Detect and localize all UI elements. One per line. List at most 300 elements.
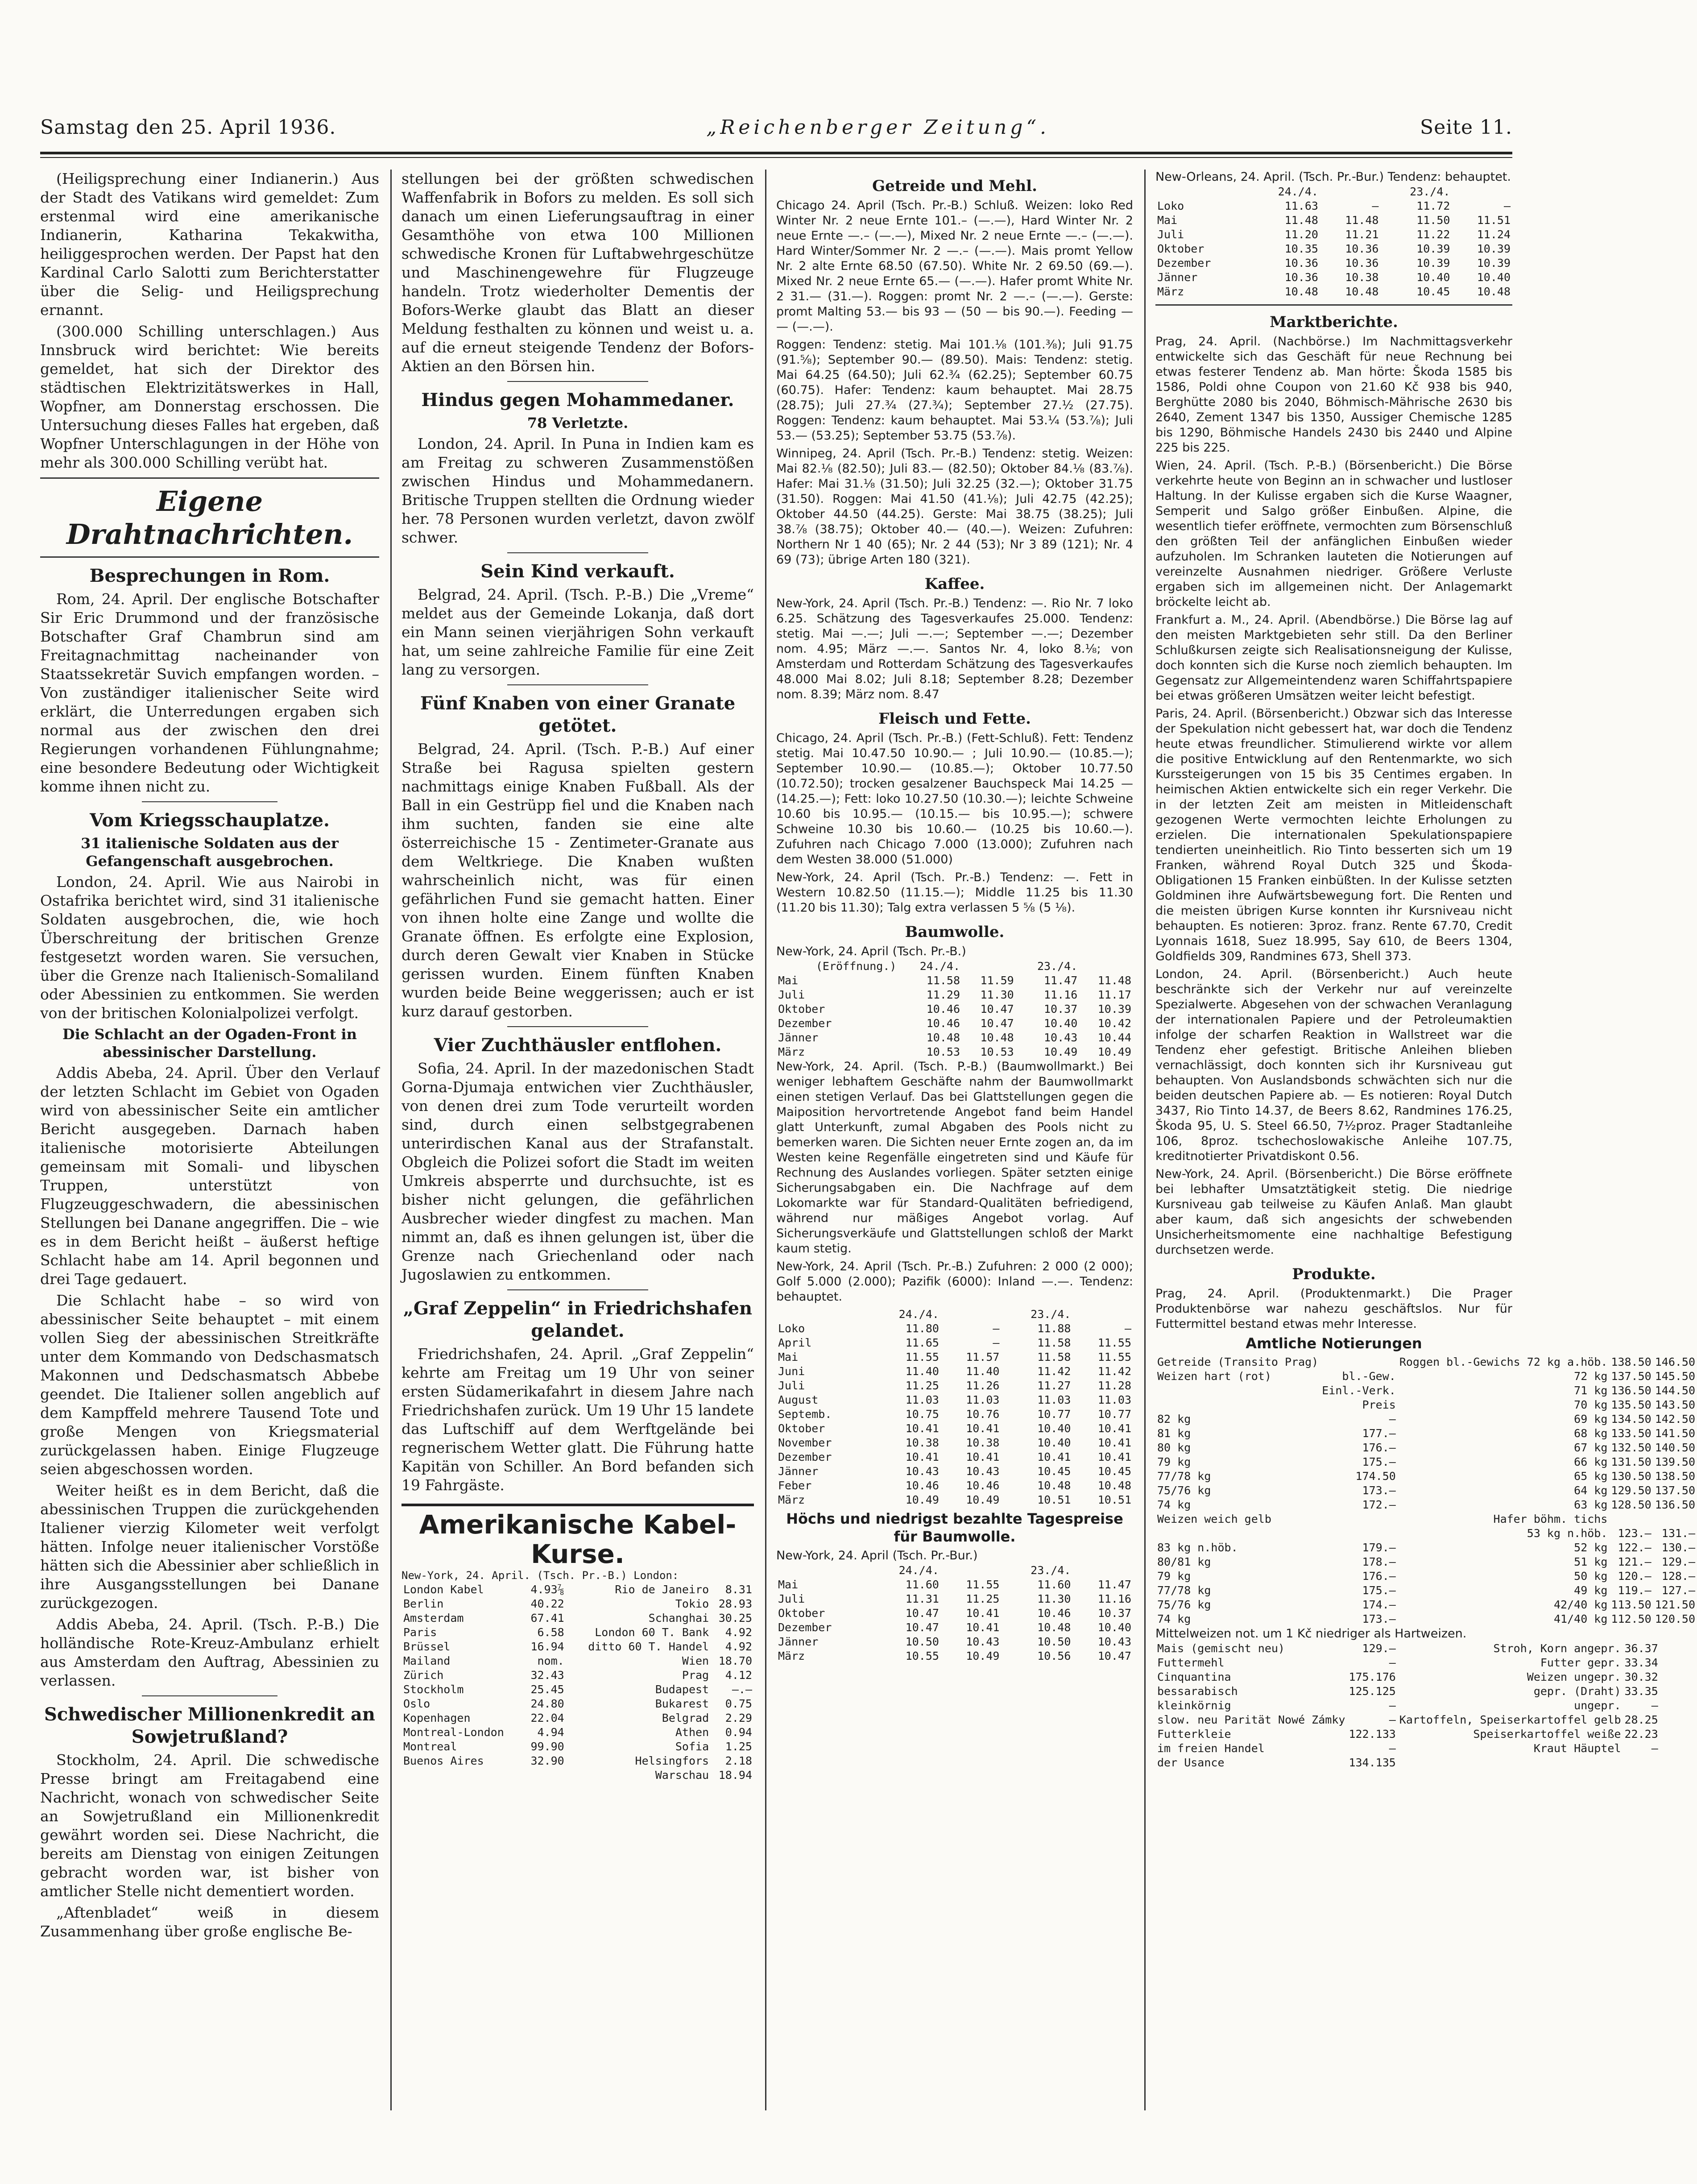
table-row [401,1640,754,1654]
headline: Getreide und Mehl. [872,177,1037,195]
table-cell: 25.45 [530,1683,564,1696]
table-row [1155,285,1512,299]
table-row [401,1683,754,1697]
table-cell: Athen [675,1726,709,1739]
article-text: London, 24. April. In Puna in Indien kam es am Freitag zu schweren Zusammenstößen zwischen Hindus und Mohammedanern. Britische Truppen stellten die Ordnung wieder her. 78 Personen wurden verletzt, davon zwölf schwer. [401,435,754,546]
cotton-table [776,959,1133,1059]
table-cell: 10.41 [1097,1450,1131,1463]
table-cell: 10.48 [1097,1479,1131,1492]
article-text: Rom, 24. April. Der englische Botschafter Sir Eric Drummond und der französische Botschafter Graf Chambrun sind am Freitagnachmittag nacheinander von Staatssekretär Suvich empfangen worden. – Von zuständiger italienischer Seite wird erklärt, die Unterredungen ergaben sich normal aus der zwischen den drei Regierungen vorhandenen Fühlungnahme; eine besondere Bedeutung oder Wichtigkeit komme ihnen nicht zu. [40,590,379,795]
table-cell: Juli [778,1379,805,1392]
table-cell: ungepr. [1574,1699,1621,1712]
table-cell: Oslo [403,1697,430,1710]
table-cell: 11.57 [966,1351,1000,1363]
table-cell: 11.88 [1037,1322,1071,1335]
table-cell: 11.40 [905,1365,939,1378]
table-cell: 10.36 [1284,257,1318,269]
table-cell: — [1503,199,1511,212]
table-cell: 132.50 [1611,1441,1651,1454]
table-header-cell [776,1563,869,1578]
table-cell: 143.50 [1655,1398,1696,1411]
table-header-cell [1155,185,1249,199]
table-header-cell [1072,1563,1133,1578]
table-cell: London Kabel [403,1583,484,1596]
table-cell [1155,1384,1320,1398]
table-cell: 10.48 [1037,1621,1071,1634]
table-header-cell: 24./4. [898,1564,939,1577]
article-text: Sofia, 24. April. In der mazedonischen Stadt Gorna-Djumaja entwichen vier Zuchthäusler, von denen drei zum Tode verurteilt worden sind, durch einen selbstgegrabenen unterirdischen Kanal aus der Strafanstalt. Obgleich die Polizei sofort die Stadt im weiten Umkreis absperrte und durchsuchte, ist es bisher nicht gelungen, die gefährlichen Ausbrecher wieder dingfest zu machen. Man nimmt an, daß es ihnen gelungen ist, über die Grenze nach Griechenland oder nach Jugoslawien zu entkommen. [401,1060,754,1283]
table-row [1155,1727,1660,1741]
article-text: Addis Abeba, 24. April. (Tsch. P.-B.) Die holländische Rote-Kreuz-Ambulanz erhielt aus Amsterdam den Auftrag, Abessinien zu verlassen. [40,1616,379,1689]
table-cell: 146.50 [1655,1355,1696,1368]
table-cell: 63 kg [1574,1498,1608,1511]
table-row [776,988,1133,1002]
table-cell: Weizen ungepr. [1527,1670,1621,1683]
market-text: Prag, 24. April. (Nachbörse.) Im Nachmittagsverkehr entwickelte sich das Geschäft für neue Rechnung bei etwas festerer Tendenz ab. Man hörte: Škoda 1585 bis 1586, Poldi ohne Coupon von 21.60 Kč 938 bis 940, Berghütte 2080 bis 2040, Böhmisch-Mährische 2630 bis 2640, Zement 1347 bis 1350, Aussiger Chemische 1285 bis 1290, Böhmische Handels 2430 bis 2440 und Alpine 225 bis 225. [1155,335,1512,455]
table-cell: 10.45 [1416,285,1450,298]
table-row [1155,1756,1660,1770]
table-cell: 175.176 [1349,1670,1396,1683]
table-cell: 52 kg [1574,1541,1608,1554]
table-cell: 28.25 [1624,1713,1658,1726]
table-cell: 32.90 [530,1754,564,1767]
table-cell: 75/76 kg [1157,1598,1211,1611]
table-cell: 139.50 [1655,1455,1696,1468]
table-cell: Dezember [778,1450,832,1463]
table-header-cell [1452,185,1512,199]
table-cell: 11.59 [980,974,1014,987]
table-cell [1320,1512,1398,1526]
table-cell: Sofia [675,1740,709,1753]
table-row [1155,1598,1697,1612]
table-cell: 42/40 kg [1553,1598,1608,1611]
grain-prices-table [1155,1355,1697,1626]
table-cell: 79 kg [1157,1455,1191,1468]
table-cell: 64 kg [1574,1484,1608,1497]
table-row [401,1611,754,1625]
table-cell: 10.43 [905,1465,939,1478]
table-cell: 11.27 [1037,1379,1071,1392]
table-cell: 10.46 [905,1479,939,1492]
table-cell: 10.40 [1097,1621,1131,1634]
table-cell: Juni [778,1365,805,1378]
produce-prices-table [1155,1641,1660,1770]
headline: Vier Zuchthäusler entflohen. [434,1035,722,1056]
table-row [776,1407,1133,1421]
table-cell: 49 kg [1574,1584,1608,1597]
table-cell [1623,1756,1660,1770]
exchange-rates-box [401,1504,754,1782]
column-3 [776,170,1133,2110]
table-cell: 136.50 [1611,1384,1651,1397]
table-cell: 69 kg [1574,1413,1608,1426]
table-cell: 11.30 [1037,1592,1071,1605]
table-cell: Futtermehl [1157,1656,1225,1669]
table-cell: 11.29 [926,988,960,1001]
table-cell: 10.38 [905,1436,939,1449]
table-cell: 129.— [1661,1555,1696,1568]
table-cell: Mailand [403,1654,451,1667]
table-cell: 134.50 [1611,1413,1651,1426]
table-cell: 83 kg n.höb. [1157,1541,1238,1554]
table-header-cell: 23./4. [1031,1564,1071,1577]
table-cell: Cinquantina [1157,1670,1231,1683]
header-rule [40,152,1512,154]
market-text: New-York, 24. April. (Börsenbericht.) Die Börse eröffnete bei lebhafter Umsatztätigkeit stetig. Die niedrige Kursniveau gab teilweise zu Käufen Anlaß. Man glaubt aber kaum, daß sich angesichts der schwebenden Unsicherheitsmomente eine nachhaltige Befestigung durchsetzen werde. [1155,1167,1512,1257]
table-caption: New-York, 24. April (Tsch. Pr.-Bur.) [776,1549,978,1562]
table-cell: Berlin [403,1597,444,1610]
table-row [1155,1583,1697,1598]
table-cell: 178.— [1362,1555,1396,1568]
table-cell: Septemb. [778,1408,832,1421]
table-cell: Kopenhagen [403,1712,471,1724]
table-cell: 11.60 [905,1578,939,1591]
table-cell: 6.58 [537,1626,564,1639]
table-row [776,1649,1133,1663]
table-cell: 36.37 [1624,1642,1658,1655]
table-cell: Getreide (Transito Prag) [1157,1355,1319,1368]
table-cell: März [778,1493,805,1506]
table-header-row [776,1563,1133,1578]
table-row [776,1336,1133,1350]
table-cell [1155,1526,1320,1541]
table-cell: London 60 T. Bank [595,1626,709,1639]
table-cell: 11.58 [1037,1351,1071,1363]
table-cell: 11.22 [1416,228,1450,241]
table-row [776,1493,1133,1507]
table-cell: — [1124,1322,1131,1335]
table-cell: 129.50 [1611,1484,1651,1497]
table-cell: Loko [1157,199,1184,212]
table-row [1155,270,1512,285]
table-cell: 32.43 [530,1669,564,1682]
table-row [401,1654,754,1668]
market-text: Winnipeg, 24. April (Tsch. Pr.-B.) Tendenz: stetig. Weizen: Mai 82.⅛ (82.50); Juli 83.— (82.50); Oktober 84.⅛ (83.⅞). Hafer: Mai 31.⅛ (31.50); Juli 32.25 (32.—); Oktober 31.75 (31.50). Roggen: Mai 41.50 (41.⅛); Juli 42.75 (42.25); Oktober 44.50 (44.25). Gerste: Mai 38.75 (38.25); Juli 38.⅞ (38.75); Oktober 40.— (40.—). Weizen: Zufuhren: Northern Nr 1 40 (65); Nr. 2 44 (53); Nr 3 89 (121); Nr. 4 69 (73); übrige Arten 180 (321). [776,447,1133,567]
table-cell: 10.77 [1097,1408,1131,1421]
table-header-cell: 23./4. [1410,185,1450,198]
table-cell: 141.50 [1655,1427,1696,1440]
table-cell: 65 kg [1574,1470,1608,1483]
table-cell: 11.48 [1284,214,1318,227]
table-cell: 10.51 [1037,1493,1071,1506]
table-cell: 11.31 [905,1592,939,1605]
headline: Fleisch und Fette. [878,710,1031,728]
table-cell: Kartoffeln, Speiserkartoffel gelb [1399,1713,1621,1726]
subheadline: 31 italienische Soldaten aus der Gefangenschaft ausgebrochen. [81,835,339,870]
table-cell: Jänner [1157,271,1198,284]
table-row [1155,242,1512,256]
table-cell: bl.-Gew. [1342,1370,1396,1383]
divider [1155,304,1512,306]
divider [40,556,379,558]
table-cell: 174.50 [1355,1470,1396,1483]
table-cell: 10.41 [966,1422,1000,1435]
table-cell: 179.— [1362,1541,1396,1554]
table-row [401,1625,754,1640]
table-cell: Zürich [403,1669,444,1682]
table-cell: — [993,1336,1000,1349]
headline: Sein Kind verkauft. [480,561,675,582]
table-row [776,1350,1133,1364]
table-cell: 11.63 [1284,199,1318,212]
table-header-row [1155,185,1512,199]
table-cell: 10.49 [966,1649,1000,1662]
table-cell: 72 kg [1574,1370,1608,1383]
table-cell: 11.26 [966,1379,1000,1392]
divider [142,801,277,802]
table-cell: 10.38 [966,1436,1000,1449]
table-row [776,1322,1133,1336]
table-row [1155,1656,1660,1670]
table-cell: Amsterdam [403,1612,464,1625]
table-cell: 82 kg [1157,1413,1191,1426]
divider [507,1289,648,1290]
table-cell: März [1157,285,1184,298]
table-cell: bessarabisch [1157,1685,1238,1698]
table-row [776,1578,1133,1592]
table-cell: 10.48 [1284,285,1318,298]
table-cell: 53 kg n.höb. [1527,1527,1608,1540]
table-cell: — [1651,1742,1658,1755]
table-cell: Helsingfors [635,1754,709,1767]
table-cell: 74 kg [1157,1612,1191,1625]
article-text: Die Schlacht habe – so wird von abessinischer Seite behauptet – mit einem vollen Sieg der abessinischen Streitkräfte unter dem Kommando von Dedschasmatsch Makonnen und Dedschasmatsch Abbebe geendet. Die Italiener sollen angeblich auf dem Kampffeld mehrere Tausend Tote und große Mengen von Kriegsmaterial zurückgelassen haben. Einige Flugzeuge seien abgeschossen worden. [40,1292,379,1478]
table-cell: 10.46 [926,1017,960,1030]
table-row [1155,1426,1697,1441]
table-cell: Wien [682,1654,709,1667]
table-cell: 10.40 [1477,271,1511,284]
table-cell: 10.41 [1097,1422,1131,1435]
table-cell: 10.48 [1477,285,1511,298]
table-cell: Tokio [675,1597,709,1610]
table-row [776,1045,1133,1059]
table-cell: 74 kg [1157,1498,1191,1511]
table-cell: 11.30 [980,988,1014,1001]
table-cell: 10.37 [1097,1607,1131,1620]
divider [142,1695,277,1696]
table-cell: 11.55 [1097,1351,1131,1363]
table-cell: 33.35 [1624,1685,1658,1698]
table-cell: 131.50 [1611,1455,1651,1468]
table-cell: 122.133 [1349,1728,1396,1741]
article-text: Weiter heißt es in dem Bericht, daß die abessinischen Truppen die zurückgehenden Italiener vierzig Kilometer weit verfolgt hätten. Infolge neuer italienischer Vorstöße hätten sich die Abessinier aber schließlich in ihre Ausgangsstellungen bei Danane zurückgezogen. [40,1482,379,1612]
headline: Produkte. [1292,1265,1376,1283]
market-text: New-York, 24. April. (Tsch. P.-B.) (Baumwollmarkt.) Bei weniger lebhaftem Geschäfte nahm der Baumwollmarkt einen stetigen Verlauf. Das bei Glattstellungen gegen die Maiposition hervortretende Angebot fand beim Handel glatt Unterkunft, zumal Abgaben des Pools nicht zu bemerken waren. Die Sichten neuer Ernte zogen an, da im Westen keine Regenfälle eingetreten sind und Käufe für Rechnung des Auslandes vorliegen. Später setzten einige Sicherungsabgaben ein. Die Nachfrage auf dem Lokomarkte war für Standard-Qualitäten befriedigend, während nur mäßiges Angebot vorlag. Auf Sicherungsverkäufe und Glattstellungen schloß der Markt kaum stetig. [776,1060,1133,1256]
table-cell: 18.94 [718,1769,752,1782]
table-cell: 121.50 [1655,1598,1696,1611]
table-row [1155,1484,1697,1498]
table-cell: 112.50 [1611,1612,1651,1625]
column-2 [401,170,754,2110]
table-cell: 175.— [1362,1584,1396,1597]
table-cell: 10.35 [1284,242,1318,255]
table-cell: 10.53 [926,1045,960,1058]
table-cell: Bukarest [655,1697,709,1710]
table-header-cell: 24./4. [1278,185,1318,198]
table-header-cell [1072,1307,1133,1322]
table-cell: 4.12 [725,1669,752,1682]
table-cell: Brüssel [403,1640,451,1653]
table-cell: 174.— [1362,1598,1396,1611]
table-cell: 144.50 [1655,1384,1696,1397]
subheadline: Die Schlacht an der Ogaden-Front in abessinischer Darstellung. [62,1026,357,1061]
table-cell: 10.38 [1345,271,1379,284]
table-cell: ditto 60 T. Handel [588,1640,709,1653]
column-divider [1144,170,1146,2110]
table-cell: 0.75 [725,1697,752,1710]
table-cell: 10.41 [966,1621,1000,1634]
market-text: Prag, 24. April. (Produktenmarkt.) Die Prager Produktenbörse war nahezu geschäftslos. Nur für Futtermittel bestand etwas mehr Interesse. [1155,1287,1512,1331]
table-cell: 10.49 [905,1493,939,1506]
table-cell: 10.48 [1037,1479,1071,1492]
table-cell: 10.47 [1097,1649,1131,1662]
table-cell: 131.— [1661,1527,1696,1540]
table-cell: Stroh, Korn angepr. [1493,1642,1621,1655]
table-cell: 68 kg [1574,1427,1608,1440]
header-rule-thin [40,157,1512,158]
table-row [776,1606,1133,1620]
table-cell: 4.92 [725,1626,752,1639]
table-cell: Dezember [778,1621,832,1634]
table-cell: 10.41 [1037,1450,1071,1463]
table-cell: 121.— [1618,1555,1651,1568]
table-cell: 10.45 [1097,1465,1131,1478]
table-cell: 11.80 [905,1322,939,1335]
table-header-cell: 23./4. [1031,1308,1071,1321]
table-cell: 70 kg [1574,1398,1608,1411]
table-cell: Oktober [778,1003,825,1015]
table-cell: 10.43 [1097,1635,1131,1648]
table-cell [401,1768,523,1782]
table-cell: 10.46 [1037,1607,1071,1620]
table-row [401,1711,754,1725]
table-cell: Jänner [778,1465,819,1478]
table-row [776,1421,1133,1436]
table-cell: 11.47 [1097,1578,1131,1591]
table-cell: 11.03 [966,1393,1000,1406]
table-cell: Juli [1157,228,1184,241]
table-row [401,1583,754,1597]
table-cell: 10.47 [980,1017,1014,1030]
table-cell: 11.48 [1097,974,1131,987]
table-row [1155,1670,1660,1684]
table-row [401,1668,754,1683]
table-cell: 30.25 [718,1612,752,1625]
table-cell [1320,1526,1398,1541]
table-row [776,974,1133,988]
table-cell: — [1389,1742,1396,1755]
table-cell: 11.16 [1097,1592,1131,1605]
table-cell: 145.50 [1655,1370,1696,1383]
table-row [401,1740,754,1754]
table-cell: 71 kg [1574,1384,1608,1397]
table-cell: — [1372,199,1379,212]
table-cell: 10.41 [905,1422,939,1435]
table-cell: Mais (gemischt neu) [1157,1642,1285,1655]
table-cell: 113.50 [1611,1598,1651,1611]
table-cell: —.— [732,1683,752,1696]
table-cell: 10.47 [905,1621,939,1634]
table-cell: 177.— [1362,1427,1396,1440]
table-cell: 10.41 [966,1450,1000,1463]
table-row [401,1725,754,1740]
table-cell: 120.— [1618,1570,1651,1583]
table-row [1155,1641,1660,1656]
table-cell: Buenos Aires [403,1754,484,1767]
table-cell: 10.39 [1477,257,1511,269]
table-cell: Mai [778,1351,799,1363]
table-cell: 10.39 [1416,257,1450,269]
table-cell: 10.47 [980,1003,1014,1015]
article-text: Friedrichshafen, 24. April. „Graf Zeppelin“ kehrte am Freitag um 19 Uhr von seiner ersten Südamerikafahrt in diesem Jahre nach Friedrichshafen zurück. Um 19 Uhr 15 landete das Luftschiff auf dem Werftgelände bei regnerischem Wetter glatt. Die Führung hatte Kapitän von Schiller. An Bord befanden sich 19 Fahrgäste. [401,1345,754,1494]
table-cell: 10.50 [1037,1635,1071,1648]
table-cell: 11.03 [905,1393,939,1406]
table-cell: 10.40 [1043,1017,1078,1030]
table-cell: 130.— [1661,1541,1696,1554]
table-cell: Schanghai [648,1612,709,1625]
market-text: Frankfurt a. M., 24. April. (Abendbörse.) Die Börse lag auf den meisten Marktgebieten sehr still. Da den Berliner Schlußkursen zeigte sich Realisationsneigung der Kulisse, doch konnten sich die Kurse noch ziemlich behaupten. Im Gegensatz zur Allgemeintendenz waren Schiffahrtspapiere bei etwas größeren Umsätzen weiter leicht befestigt. [1155,613,1512,703]
table-cell: 130.50 [1611,1470,1651,1483]
table-cell: Preis [1362,1398,1396,1411]
table-cell: slow. neu Parität Nowé Zámky [1157,1713,1345,1726]
table-row [1155,1355,1697,1369]
table-note: Mittelweizen not. um 1 Kč niedriger als Hartweizen. [1155,1627,1467,1641]
article-text: Belgrad, 24. April. (Tsch. P.-B.) Auf einer Straße bei Ragusa spielten gestern nachmittags einige Knaben Fußball. Als der Ball in ein Gestrüpp fiel und die Knaben nach ihm suchten, fanden sie eine alte österreichische 15 - Zentimeter-Granate aus dem Weltkriege. Die Knaben wußten wahrscheinlich nicht, was für einen gefährlichen Fund sie gemacht hatten. Einer von ihnen holte eine Zange und wollte die Granate öffnen. Es erfolgte eine Explosion, durch deren Gewalt vier Knaben in Stücke gerissen wurden. Einem fünften Knaben wurden beide Beine weggerissen; auch er ist kurz darauf gestorben. [401,740,754,1020]
market-text: Paris, 24. April. (Börsenbericht.) Obzwar sich das Interesse der Spekulation nicht gebessert hat, war doch die Tendenz heute etwas freundlicher. Stimulierend wirkte vor allem die positive Entwicklung auf den Rentenmarkte, wo sich Kurssteigerungen von 15 bis 35 Centimes ergaben. In heimischen Aktien entwickelte sich ein reger Verkehr. Die in der letzten Zeit am meisten in Mitleidenschaft gezogenen Werte vermochten leichte Erholungen zu erzielen. Die internationalen Spekulationspapiere tendierten uneinheitlich. Rio Tinto besserten sich um 19 Franken, während Royal Dutch 325 und Škoda-Obligationen 15 Franken einbüßten. In der Kulisse setzten Goldminen ihre Aufwärtsbewegung fort. Die Renten und die meisten übrigen Kurse konnten ihr Kursniveau nicht behaupten. Es notieren: 3proz. franz. Rente 67.70, Credit Lyonnais 1618, Suez 18.995, Say 610, de Beers 1304, Goldfields 309, Randmines 673, Shell 373. [1155,707,1512,963]
table-cell: Juli [778,988,805,1001]
table-cell: 11.24 [1477,228,1511,241]
column-divider [765,170,766,2110]
table-caption: New-Orleans, 24. April. (Tsch. Pr.-Bur.) Tendenz: behauptet. [1155,170,1511,184]
table-header-cell [962,959,1016,974]
table-cell: 10.43 [966,1635,1000,1648]
table-cell: 67.41 [530,1612,564,1625]
table-cell: 10.49 [1097,1045,1131,1058]
table-row [1155,228,1512,242]
table-cell: 30.32 [1624,1670,1658,1683]
table-cell: 135.50 [1611,1398,1651,1411]
exchange-rates-title: Amerikanische Kabel-Kurse. [419,1509,737,1569]
table-caption: New-York, 24. April (Tsch. Pr.-B.) [776,945,966,958]
table-cell: 173.— [1362,1484,1396,1497]
cotton-table [776,1307,1133,1507]
table-cell: 80 kg [1157,1441,1191,1454]
table-cell: 11.25 [905,1379,939,1392]
headline: Marktberichte. [1270,313,1398,331]
table-row [776,1592,1133,1606]
table-cell: 2.18 [725,1754,752,1767]
table-cell: April [778,1336,812,1349]
table-cell: 11.17 [1097,988,1131,1001]
table-row [1155,256,1512,270]
table-cell: 10.55 [905,1649,939,1662]
market-text: Roggen: Tendenz: stetig. Mai 101.⅛ (101.⅜); Juli 91.75 (91.⅝); September 90.— (89.50). Mais: Tendenz: stetig. Mai 64.25 (64.50); Juli 62.¾ (62.25); September 60.75 (60.75). Hafer: Tendenz: kaum behauptet. Mai 28.75 (28.75); Juli 27.¾ (27.¾); September 27.½ (27.75). Roggen: Tendenz: kaum behauptet. Mai 53.¼ (53.⅞); Juli 53.— (53.25); September 53.75 (53.⅞). [776,338,1133,443]
table-header-cell: 24./4. [919,960,960,973]
exchange-rates-table [401,1583,754,1782]
market-text: Chicago 24. April (Tsch. Pr.-B.) Schluß. Weizen: loko Red Winter Nr. 2 neue Ernte 101.– (—.—), Hard Winter Nr. 2 neue Ernte —.– (—.—), Mixed Nr. 2 neue Ernte —.– (—.—). Hard Winter/Sommer Nr. 2 —.– (—.—). Mais promt Yellow Nr. 2 alte Ernte 68.50 (67.50). White Nr. 2 69.50 (69.—). Mixed Nr. 2 neue Ernte 65.— (—.—). Hafer promt White Nr. 2 31.— (31.—). Roggen: promt Nr. 2 —.– (—.—). Gerste: promt Malting 53.— bis 93 — (50 — bis 90.—). Feeding — — (—.—). [776,199,1133,334]
table-cell: 81 kg [1157,1427,1191,1440]
divider [507,552,648,553]
table-cell: 10.40 [1416,271,1450,284]
table-cell: 10.45 [1037,1465,1071,1478]
headline: Kaffee. [924,575,985,593]
table-cell: Paris [403,1626,437,1639]
table-cell: 79 kg [1157,1570,1191,1583]
table-cell: Oktober [778,1607,825,1620]
table-cell: Dezember [778,1017,832,1030]
newspaper-page [40,107,1696,2115]
table-cell: November [778,1436,832,1449]
